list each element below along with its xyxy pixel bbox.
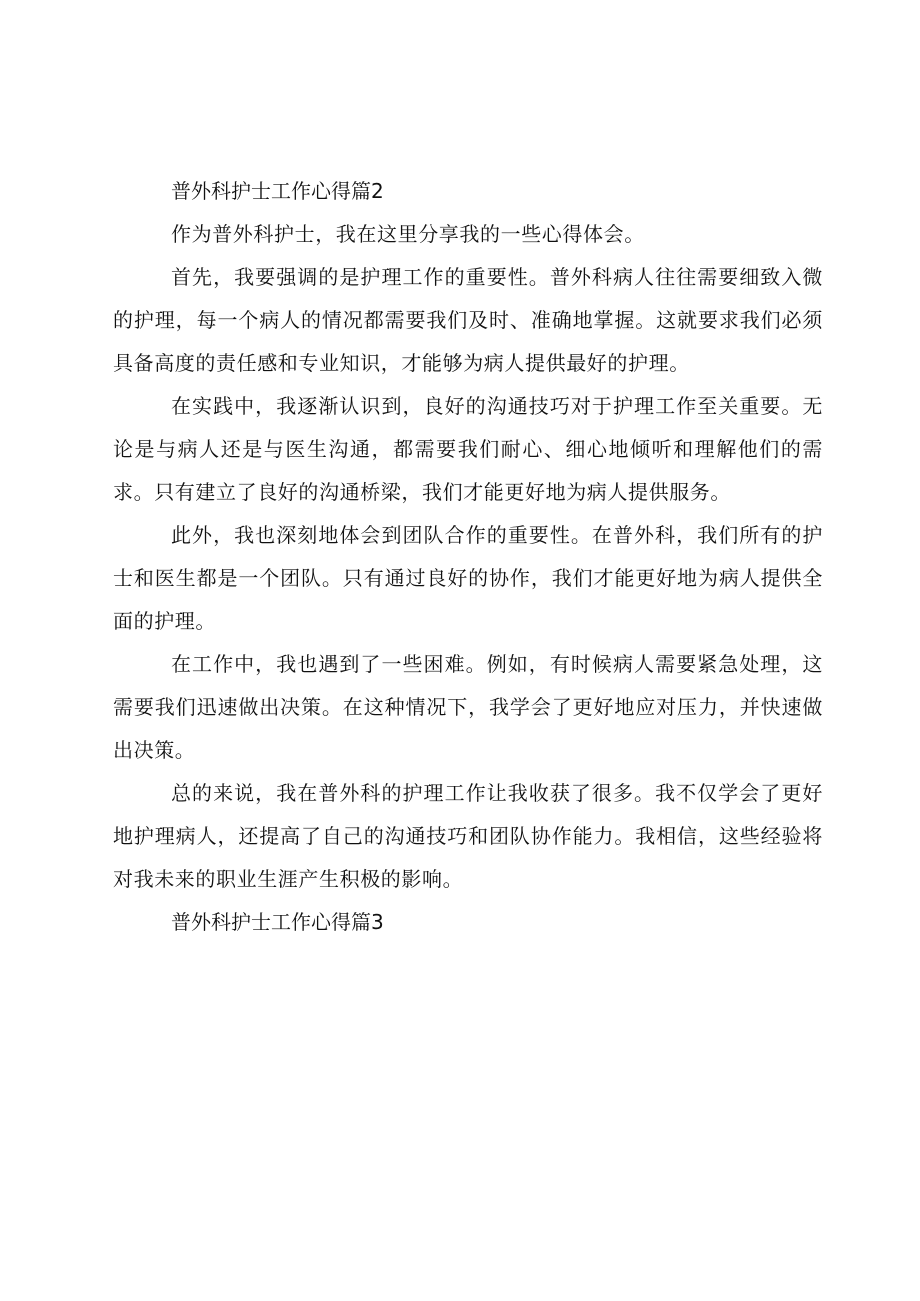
section-heading-3: 普外科护士工作心得篇3 [171, 910, 384, 934]
paragraph-summary: 总的来说，我在普外科的护理工作让我收获了很多。我不仅学会了更好地护理病人，还提高了自己的沟通技巧和团队协作能力。我相信，这些经验将对我未来的职业生涯产生积极的影响。 [113, 781, 823, 891]
paragraph-teamwork: 此外，我也深刻地体会到团队合作的重要性。在普外科，我们所有的护士和医生都是一个团队。只有通过良好的协作，我们才能更好地为病人提供全面的护理。 [113, 523, 823, 633]
paragraph-intro: 作为普外科护士，我在这里分享我的一些心得体会。 [171, 222, 645, 246]
section-heading-2: 普外科护士工作心得篇2 [171, 179, 384, 203]
paragraph-communication: 在实践中，我逐渐认识到，良好的沟通技巧对于护理工作至关重要。无论是与病人还是与医生沟通，都需要我们耐心、细心地倾听和理解他们的需求。只有建立了良好的沟通桥梁，我们才能更好地为病人提供服务。 [113, 394, 823, 504]
document-body [113, 170, 823, 944]
paragraph-difficulties: 在工作中，我也遇到了一些困难。例如，有时候病人需要紧急处理，这需要我们迅速做出决策。在这种情况下，我学会了更好地应对压力，并快速做出决策。 [113, 652, 823, 762]
paragraph-importance: 首先，我要强调的是护理工作的重要性。普外科病人往往需要细致入微的护理，每一个病人的情况都需要我们及时、准确地掌握。这就要求我们必须具备高度的责任感和专业知识，才能够为病人提供最好的护理。 [113, 265, 823, 375]
